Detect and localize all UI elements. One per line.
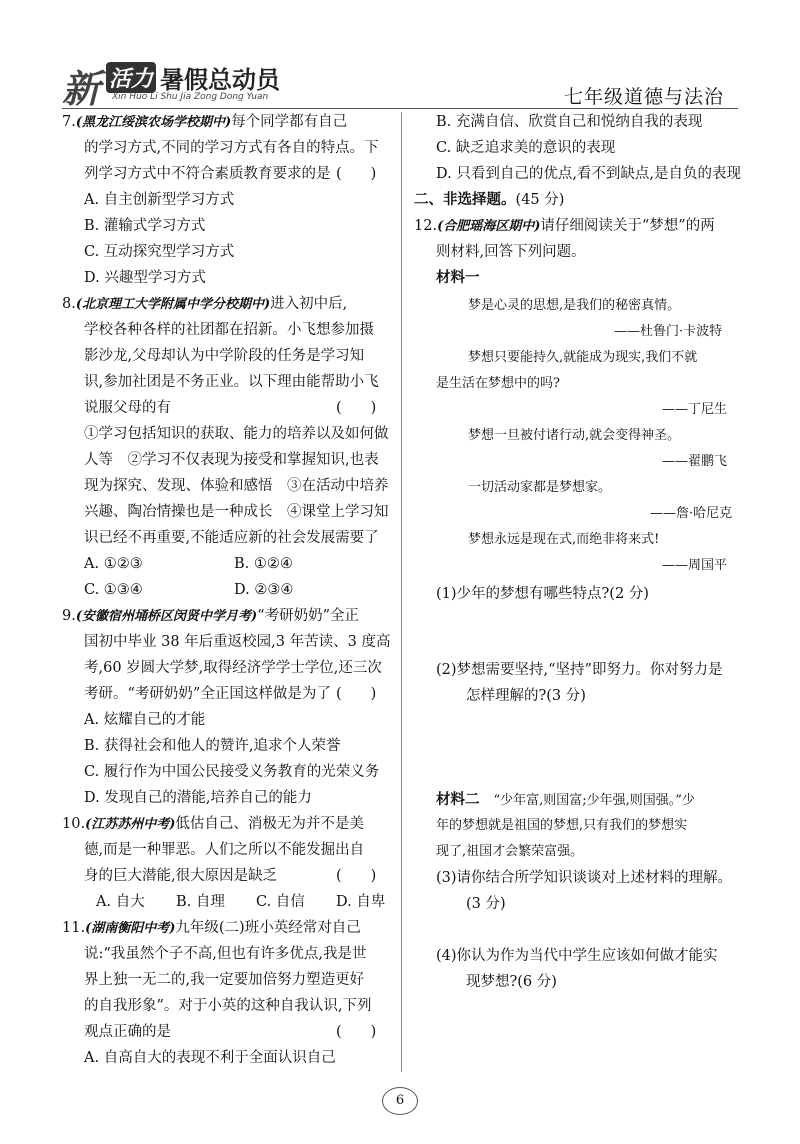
quote-5-author: ——周国平 bbox=[662, 558, 728, 573]
q10-option-c: C. 自信 bbox=[256, 894, 305, 910]
q8-statement-3: 现为探究、发现、体验和感悟 ③在活动中培养 bbox=[84, 478, 389, 494]
q8-option-a: A. ①②③ bbox=[84, 556, 143, 572]
q10-stem-1: 低估自己、消极无为并不是美 bbox=[175, 816, 364, 832]
q9-source: (安徽宿州埇桥区闵贤中学月考) bbox=[75, 609, 258, 624]
section-2-title: 二、非选择题。 bbox=[414, 191, 516, 208]
quote-5: 梦想永远是现在式,而绝非将来式! bbox=[468, 532, 660, 547]
quote-2-line2: 是生活在梦想中的吗? bbox=[436, 376, 560, 391]
q11-option-b: B. 充满自信、欣赏自己和悦纳自我的表现 bbox=[436, 114, 703, 130]
q9-option-c: C. 履行作为中国公民接受义务教育的光荣义务 bbox=[84, 764, 380, 780]
q8-number: 8. bbox=[62, 296, 76, 312]
q10-source: (江苏苏州中考) bbox=[85, 817, 176, 832]
q10-option-b: B. 自理 bbox=[176, 894, 225, 910]
q11-answer-paren: ( ) bbox=[336, 1024, 377, 1040]
material-2-text-2: 年的梦想就是祖国的梦想,只有我们的梦想实 bbox=[436, 818, 688, 833]
quote-1: 梦是心灵的思想,是我们的秘密真情。 bbox=[468, 298, 681, 313]
section-2-score: (45 分) bbox=[515, 192, 565, 208]
q12-stem-2: 则材料,回答下列问题。 bbox=[436, 244, 586, 260]
q7-option-d: D. 兴趣型学习方式 bbox=[84, 270, 206, 286]
q8-stem-3: 影沙龙,父母却认为中学阶段的任务是学习知 bbox=[84, 348, 365, 364]
q7-stem-1: 每个同学都有自己 bbox=[231, 114, 348, 130]
q8-option-b: B. ①②④ bbox=[234, 556, 293, 572]
q8-stem-1: 进入初中后, bbox=[270, 296, 348, 312]
q10-stem-3: 身的巨大潜能,很大原因是缺乏 bbox=[84, 868, 278, 884]
quote-1-author: ——杜鲁门·卡波特 bbox=[614, 324, 723, 339]
q12-sub-2-line1: (2)梦想需要坚持,“坚持”即努力。你对努力是 bbox=[436, 662, 723, 678]
q8-option-c: C. ①③④ bbox=[84, 582, 143, 598]
q8-source: (北京理工大学附属中学分校期中) bbox=[75, 297, 271, 312]
page-number: 6 bbox=[382, 1087, 418, 1115]
q7-answer-paren: ( ) bbox=[336, 166, 377, 182]
q7-stem-3: 列学习方式中不符合素质教育要求的是 bbox=[84, 166, 331, 182]
q12-sub-2-line2: 怎样理解的?(3 分) bbox=[466, 688, 586, 704]
subject-title: 七年级道德与法治 bbox=[564, 86, 725, 108]
q10-stem-2: 德,而是一种罪恶。人们之所以不能发掘出自 bbox=[84, 842, 365, 858]
quote-2-author: ——丁尼生 bbox=[662, 402, 728, 417]
q9-option-d: D. 发现自己的潜能,培养自己的能力 bbox=[84, 790, 312, 806]
q11-number: 11. bbox=[62, 920, 86, 936]
q12-sub-3-line1: (3)请你结合所学知识谈谈对上述材料的理解。 bbox=[436, 870, 733, 886]
quote-3: 梦想一旦被付诸行动,就会变得神圣。 bbox=[468, 428, 681, 443]
q8-statement-1: ①学习包括知识的获取、能力的培养以及如何做 bbox=[84, 426, 389, 442]
q12-sub-4-line1: (4)你认为作为当代中学生应该如何做才能实 bbox=[436, 948, 718, 964]
header-rule bbox=[62, 108, 738, 109]
material-2-line1 bbox=[436, 790, 695, 811]
q11-stem-1: 九年级(二)班小英经常对自己 bbox=[175, 920, 361, 936]
q8-answer-paren: ( ) bbox=[336, 400, 377, 416]
q11-stem-5: 观点正确的是 bbox=[84, 1024, 171, 1040]
q10-number: 10. bbox=[62, 816, 86, 832]
q7-stem-2: 的学习方式,不同的学习方式有各自的特点。下 bbox=[84, 140, 379, 156]
q10-option-a: A. 自大 bbox=[96, 894, 145, 910]
q9-stem-4: 考研。“考研奶奶”全正国这样做是为了 bbox=[84, 686, 331, 702]
logo-huoli: 活力 bbox=[106, 62, 156, 93]
q7-option-a: A. 自主创新型学习方式 bbox=[84, 192, 235, 208]
q10-answer-paren: ( ) bbox=[336, 868, 377, 884]
q10-option-d: D. 自卑 bbox=[336, 894, 386, 910]
q9-answer-paren: ( ) bbox=[336, 686, 377, 702]
column-divider bbox=[401, 112, 402, 1072]
logo-title: 暑假总动员 bbox=[160, 66, 280, 94]
quote-4-author: ——詹·哈尼克 bbox=[650, 506, 733, 521]
q11-stem-3: 界上独一无二的,我一定要加倍努力塑造更好 bbox=[84, 972, 365, 988]
q8-stem-4: 识,参加社团是不务正业。以下理由能帮助小飞 bbox=[84, 374, 379, 390]
q7-source: (黑龙江绥滨农场学校期中) bbox=[75, 115, 232, 130]
q12-sub-4-line2: 现梦想?(6 分) bbox=[466, 974, 557, 990]
q12-sub-3-line2: (3 分) bbox=[466, 896, 506, 912]
q11-stem-2: 说:“我虽然个子不高,但也有许多优点,我是世 bbox=[84, 946, 367, 962]
q9-option-b: B. 获得社会和他人的赞许,追求个人荣誉 bbox=[84, 738, 341, 754]
q11-source: (湖南衡阳中考) bbox=[85, 921, 176, 936]
material-2-text-3: 现了,祖国才会繁荣富强。 bbox=[436, 844, 584, 859]
series-logo bbox=[62, 58, 342, 110]
q12-stem-1: 请仔细阅读关于“梦想”的两 bbox=[540, 218, 715, 234]
q11-stem-4: 的自我形象”。对于小英的这种自我认识,下列 bbox=[84, 998, 372, 1014]
q8-statement-5: 识已经不再重要,不能适应新的社会发展需要了 bbox=[84, 530, 379, 546]
quote-3-author: ——翟鹏飞 bbox=[662, 454, 728, 469]
q12-source: (合肥瑶海区期中) bbox=[437, 219, 541, 234]
quote-2-line1: 梦想只要能持久,就能成为现实,我们不就 bbox=[468, 350, 698, 365]
material-1-title: 材料一 bbox=[436, 269, 480, 286]
q7-option-c: C. 互动探究型学习方式 bbox=[84, 244, 235, 260]
q11-option-a: A. 自高自大的表现不利于全面认识自己 bbox=[84, 1050, 336, 1066]
q9-stem-2: 国初中毕业 38 年后重返校园,3 年苦读、3 度高 bbox=[84, 634, 391, 650]
q12-line1 bbox=[414, 216, 715, 237]
section-2-heading bbox=[414, 190, 564, 210]
q8-line1 bbox=[62, 294, 347, 315]
q9-number: 9. bbox=[62, 608, 76, 624]
q12-sub-1: (1)少年的梦想有哪些特点?(2 分) bbox=[436, 586, 649, 602]
q11-option-d: D. 只看到自己的优点,看不到缺点,是自负的表现 bbox=[436, 166, 742, 182]
q8-statement-4: 兴趣、陶冶情操也是一种成长 ④课堂上学习知 bbox=[84, 504, 389, 520]
q9-stem-3: 考,60 岁圆大学梦,取得经济学学士学位,还三次 bbox=[84, 660, 382, 676]
q8-statement-2: 人等 ②学习不仅表现为接受和掌握知识,也表 bbox=[84, 452, 379, 468]
logo-pinyin: Xin Huo Li Shu Jia Zong Dong Yuan bbox=[112, 92, 269, 102]
q7-number: 7. bbox=[62, 114, 76, 130]
q7-line1 bbox=[62, 112, 347, 133]
q8-option-d: D. ②③④ bbox=[234, 582, 294, 598]
q9-line1 bbox=[62, 606, 359, 627]
q11-line1 bbox=[62, 918, 361, 939]
q11-option-c: C. 缺乏追求美的意识的表现 bbox=[436, 140, 616, 156]
q8-stem-5: 说服父母的有 bbox=[84, 400, 171, 416]
quote-4: 一切活动家都是梦想家。 bbox=[468, 480, 612, 495]
q9-option-a: A. 炫耀自己的才能 bbox=[84, 712, 206, 728]
q10-line1 bbox=[62, 814, 364, 835]
q9-stem-1: “考研奶奶”全正 bbox=[257, 608, 359, 624]
q7-option-b: B. 灌输式学习方式 bbox=[84, 218, 206, 234]
q12-number: 12. bbox=[414, 218, 438, 234]
material-2-text-1: “少年富,则国富;少年强,则国强。”少 bbox=[493, 793, 695, 808]
material-2-title: 材料二 bbox=[436, 791, 480, 808]
logo-xin: 新 bbox=[62, 67, 101, 111]
q8-stem-2: 学校各种各样的社团都在招新。小飞想参加摄 bbox=[84, 322, 374, 338]
